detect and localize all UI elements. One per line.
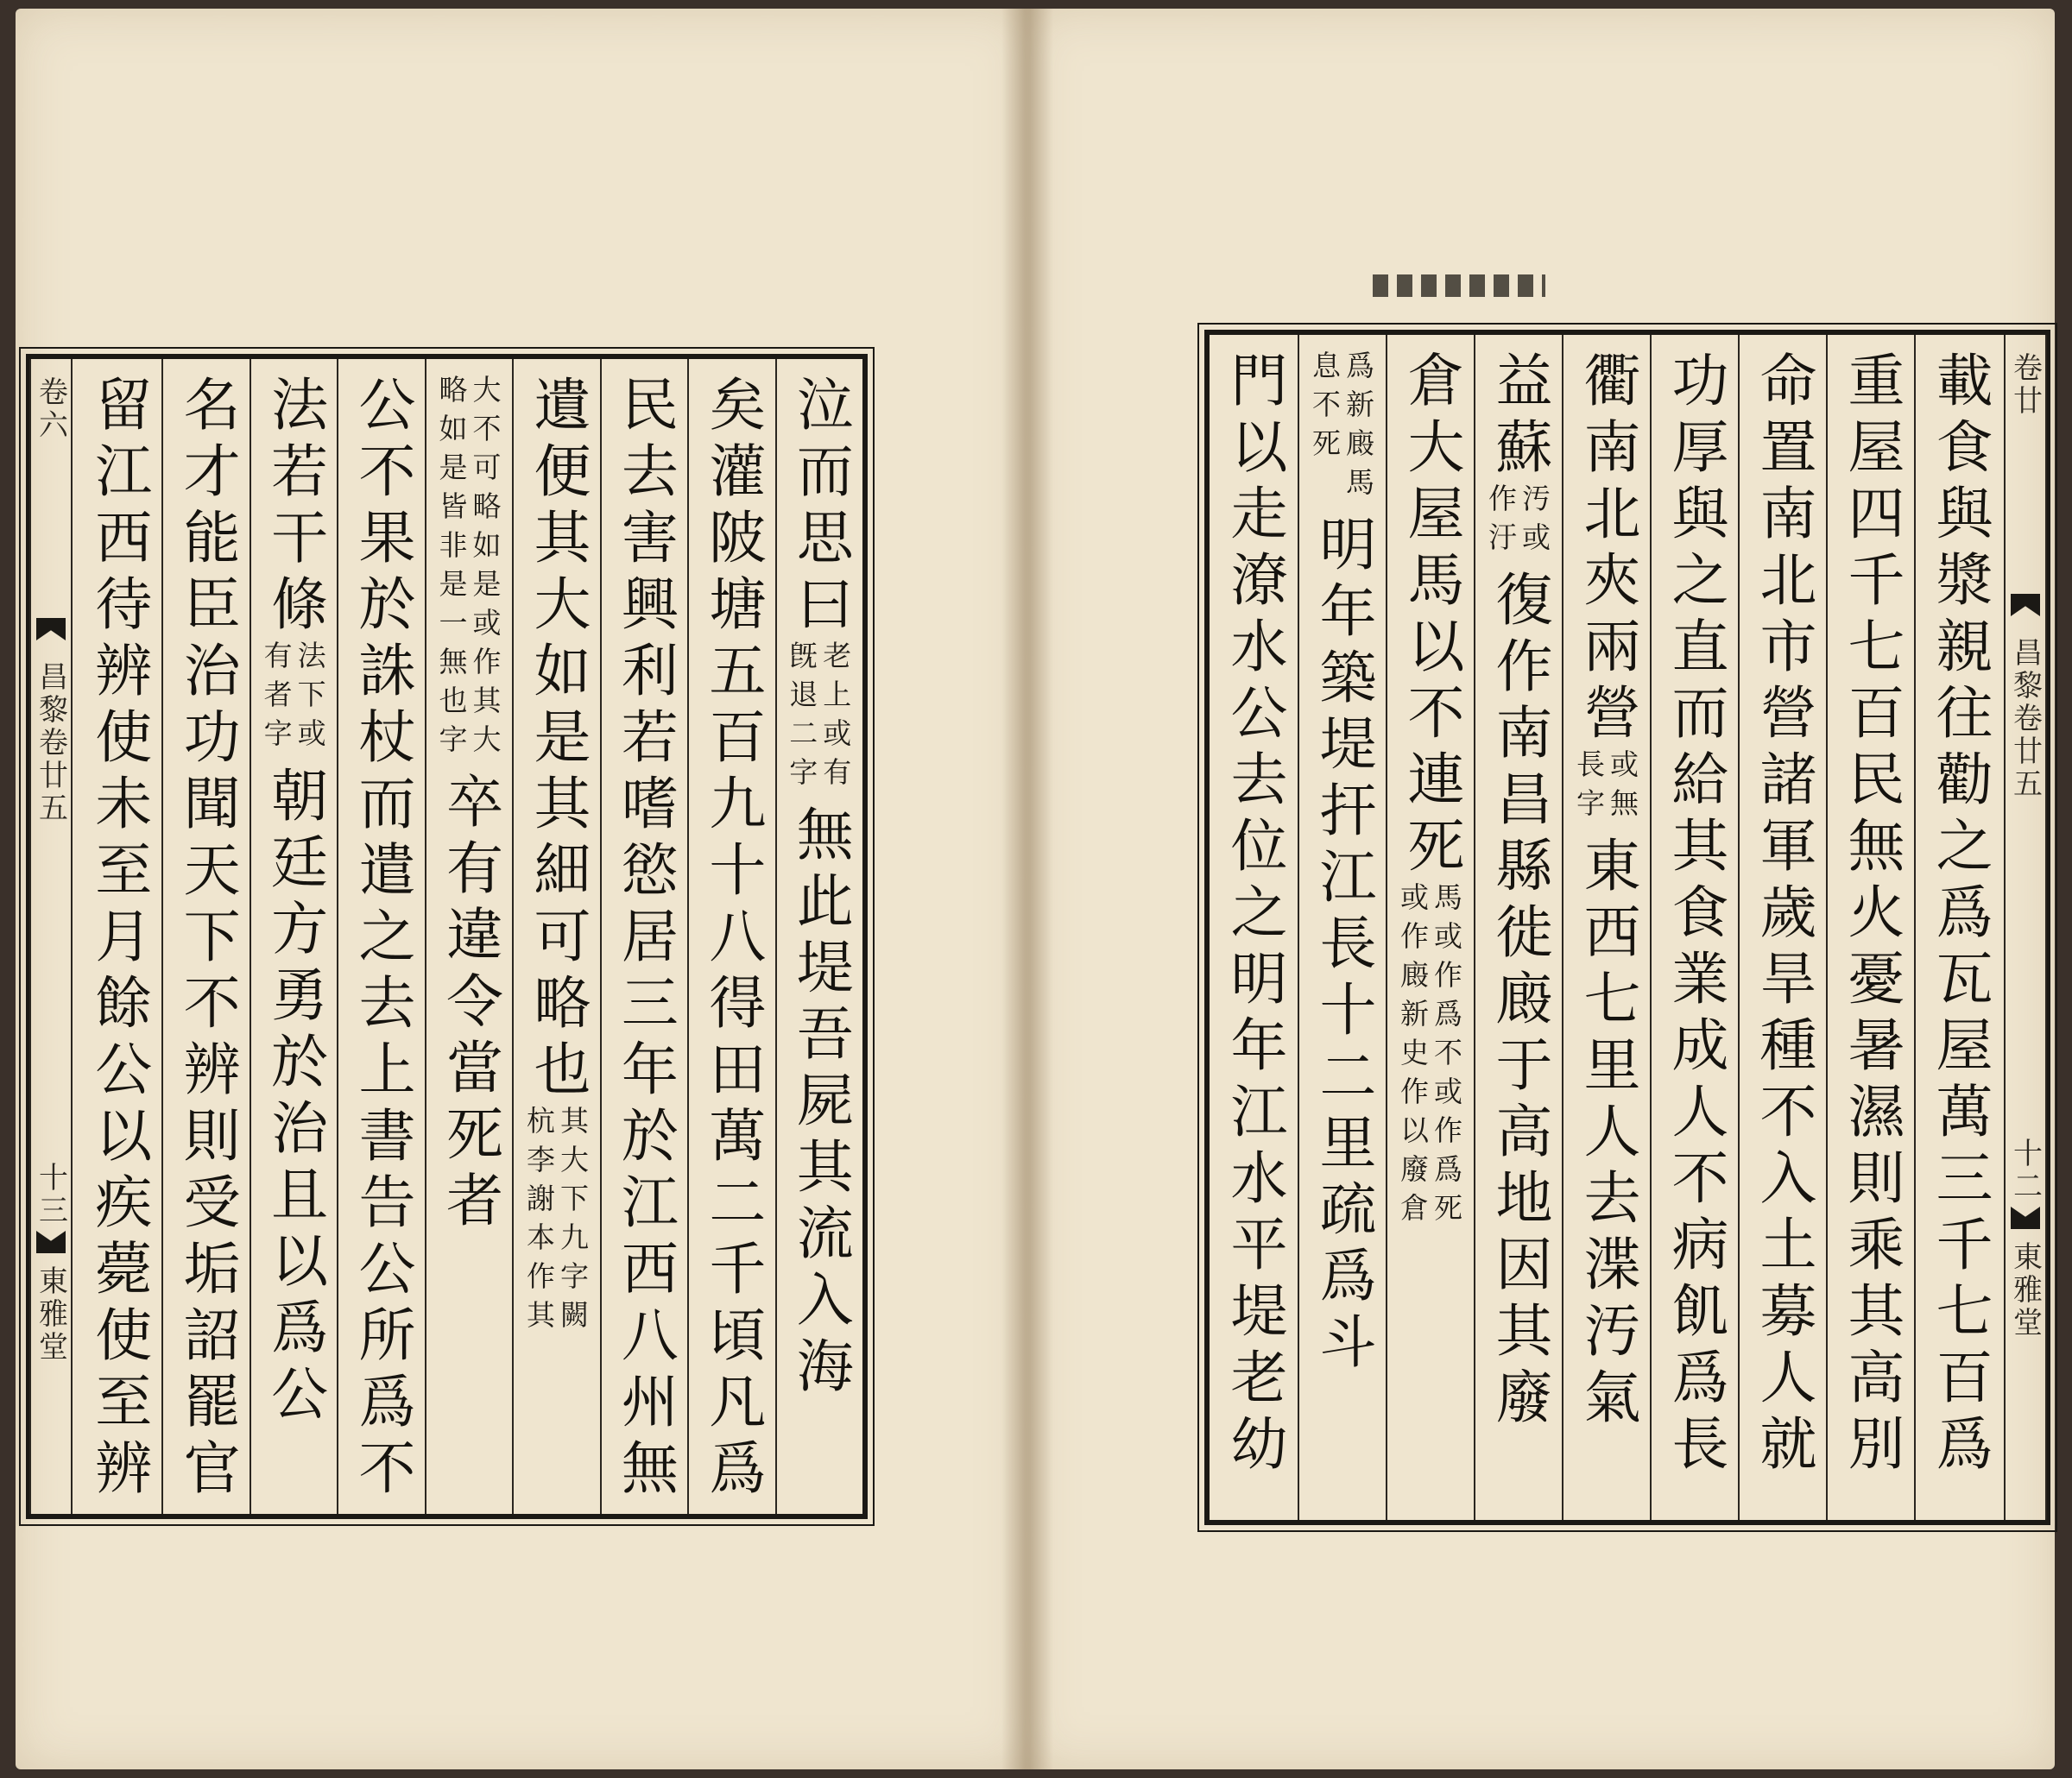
left-banxin-publisher: 東雅堂 — [33, 1265, 68, 1364]
interlinear-note — [1396, 882, 1463, 1232]
left-text-block — [26, 354, 868, 1519]
text-column — [74, 359, 161, 1514]
text-column — [775, 359, 862, 1514]
left-banxin-title: 昌黎卷廿五 — [33, 661, 68, 825]
column-text: 矣灌陂塘五百九十八得田萬二千頃凡爲 — [698, 375, 766, 1504]
interlinear-note — [1572, 749, 1639, 827]
note-line: 或無 — [1606, 749, 1639, 827]
text-column — [600, 359, 687, 1514]
book-gutter — [1001, 9, 1053, 1769]
column-text: 重屋四千七百民無火憂暑濕則乘其高別 — [1838, 350, 1905, 1480]
column-text: 留江西待辨使未至月餘公以疾薨使至辨 — [85, 375, 152, 1504]
note-line: 其大下九字闕 — [555, 1106, 590, 1339]
text-column — [337, 359, 424, 1514]
column-text-continued: 明年築堤扞江長十二里疏爲斗 — [1310, 514, 1376, 1378]
text-column — [250, 359, 337, 1514]
text-column — [425, 359, 512, 1514]
column-text: 衢南北夾兩營 — [1574, 350, 1640, 749]
note-line: 大不可略如是或作其大 — [468, 375, 502, 763]
interlinear-note — [521, 1106, 590, 1339]
right-text-block — [1204, 330, 2050, 1525]
text-column — [1210, 335, 1298, 1520]
text-column — [512, 359, 599, 1514]
left-banxin-top: 卷六 — [33, 376, 68, 442]
note-line: 作汙 — [1484, 483, 1518, 561]
text-column — [161, 359, 249, 1514]
note-line: 杭李謝本作其 — [521, 1106, 556, 1339]
text-column — [1562, 335, 1650, 1520]
note-line: 旣退二字 — [785, 640, 819, 796]
text-column — [1298, 335, 1386, 1520]
left-fore-edge — [29, 359, 73, 1514]
note-line: 有者字 — [259, 640, 294, 757]
right-banxin-top: 卷廿 — [2007, 352, 2043, 418]
text-column — [1826, 335, 1914, 1520]
right-fishtail-upper — [2011, 594, 2040, 616]
interlinear-note — [434, 375, 502, 763]
ink-smudge — [1373, 274, 1545, 297]
column-text: 民去害興利若嗜慾居三年於江西八州無 — [611, 375, 679, 1504]
column-text-continued: 復作南昌縣徙廄于高地因其廢 — [1486, 570, 1552, 1434]
right-fishtail-lower — [2011, 1207, 2040, 1229]
column-text: 泣而思曰 — [786, 375, 854, 640]
text-column — [687, 359, 774, 1514]
column-text: 功厚與之直而給其食業成人不病飢爲長 — [1662, 350, 1728, 1480]
column-text: 益蘇 — [1486, 350, 1552, 483]
note-line: 老上或有 — [818, 640, 853, 796]
column-text: 法若干條 — [261, 375, 328, 640]
text-column — [1386, 335, 1474, 1520]
column-text: 門以走潦水公去位之明年江水平堤老幼 — [1221, 350, 1287, 1480]
note-line: 汚或 — [1518, 483, 1551, 561]
note-line: 息不死 — [1308, 350, 1342, 467]
left-fishtail-lower — [36, 1231, 66, 1253]
interlinear-note — [1308, 350, 1375, 506]
column-text: 倉大屋馬以不連死 — [1398, 350, 1464, 882]
column-text-continued: 無此堤吾屍其流入海 — [786, 804, 854, 1403]
text-column — [1474, 335, 1562, 1520]
column-text: 命置南北市營諸軍歲旱種不入土募人就 — [1750, 350, 1816, 1480]
left-banxin-page: 十三 — [33, 1162, 68, 1227]
right-banxin-page: 十二 — [2007, 1138, 2043, 1203]
column-text-continued: 朝廷方勇於治且以爲公 — [261, 766, 328, 1430]
interlinear-note — [259, 640, 327, 757]
column-text-continued: 東西七里人去渫汚氣 — [1574, 835, 1640, 1434]
right-banxin-publisher: 東雅堂 — [2007, 1241, 2043, 1340]
column-text: 遺便其大如是其細可略也 — [523, 375, 591, 1106]
left-fishtail-upper — [36, 618, 66, 640]
interlinear-note — [785, 640, 853, 796]
note-line: 長字 — [1572, 749, 1606, 827]
note-line: 略如是皆非是一無也字 — [434, 375, 469, 763]
note-line: 或作廄新史作以廢倉 — [1396, 882, 1430, 1232]
note-line: 馬或作爲不或作爲死 — [1430, 882, 1463, 1232]
right-fore-edge — [2004, 335, 2047, 1520]
interlinear-note — [1484, 483, 1551, 561]
note-line: 法下或 — [293, 640, 327, 757]
column-text: 載食與漿親往勸之爲瓦屋萬三千七百爲 — [1926, 350, 1993, 1480]
text-column — [1650, 335, 1738, 1520]
note-line: 爲新廄馬 — [1342, 350, 1375, 506]
column-text: 名才能臣治功聞天下不辨則受垢詔罷官 — [174, 375, 241, 1504]
text-column — [1914, 335, 2002, 1520]
text-column — [1738, 335, 1826, 1520]
right-banxin-title: 昌黎卷廿五 — [2007, 637, 2043, 801]
column-text: 公不果於誅杖而遣之去上書告公所爲不 — [349, 375, 416, 1504]
column-text-continued: 卒有違令當死者 — [436, 772, 503, 1237]
